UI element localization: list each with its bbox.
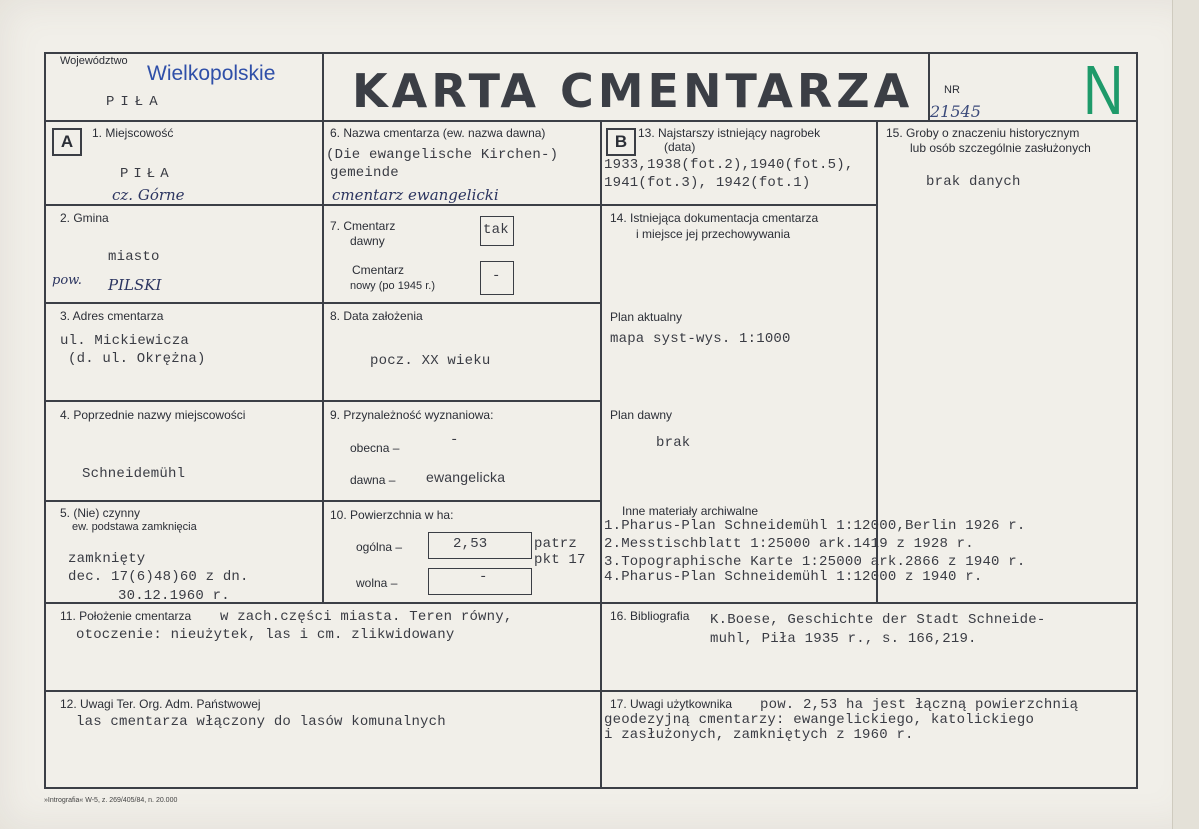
field-9-dawna-value: ewangelicka xyxy=(426,469,506,485)
field-10-ogolna-box xyxy=(428,532,532,559)
frame-bottom xyxy=(44,787,1138,789)
plan-dawny-label: Plan dawny xyxy=(610,408,673,422)
field-7-label-4: nowy (po 1945 r.) xyxy=(350,280,435,292)
field-2-label: 2. Gmina xyxy=(60,211,109,225)
field-5-value-3: 30.12.1960 r. xyxy=(118,588,230,604)
field-16-value-2: muhl, Piła 1935 r., s. 166,219. xyxy=(710,631,977,647)
field-3-value-2: (d. ul. Okrężna) xyxy=(68,351,206,367)
field-12-label: 12. Uwagi Ter. Org. Adm. Państwowej xyxy=(60,697,261,711)
inne-materialy-item-2: 2.Messtischblatt 1:25000 ark.1419 z 1928 r. xyxy=(604,536,974,552)
field-7-dawny-value: tak xyxy=(483,222,509,238)
frame-left xyxy=(44,52,46,789)
inne-materialy-item-4: 4.Pharus-Plan Schneidemühl 1:12000 z 1940 r. xyxy=(604,569,983,585)
field-17-value-1: pow. 2,53 ha jest łączną powierzchnią xyxy=(760,697,1079,713)
field-2-prefix: pow. xyxy=(52,273,82,288)
row-line-4 xyxy=(44,500,602,502)
field-6-value-2: gemeinde xyxy=(330,165,399,181)
field-9-label: 9. Przynależność wyznaniowa: xyxy=(330,408,494,422)
frame-top xyxy=(44,52,1138,54)
field-5-label-1: 5. (Nie) czynny xyxy=(60,506,141,520)
field-11-value-1: w zach.części miasta. Teren równy, xyxy=(220,609,513,625)
plan-dawny-value: brak xyxy=(656,435,691,451)
field-7-nowy-value: - xyxy=(492,268,501,284)
field-7-label-3: Cmentarz xyxy=(352,263,405,277)
wojewodztwo-label: Województwo xyxy=(60,55,128,67)
section-b-marker: B xyxy=(606,128,636,156)
field-7-nowy-box xyxy=(480,261,514,295)
plan-aktualny-value: mapa syst-wys. 1:1000 xyxy=(610,331,791,347)
field-11-value-2: otoczenie: nieużytek, las i cm. zlikwidowany xyxy=(76,627,455,643)
wojewodztwo-value: Wielkopolskie xyxy=(147,62,276,85)
field-3-value-1: ul. Mickiewicza xyxy=(60,333,190,349)
field-13-label-1: 13. Najstarszy istniejący nagrobek xyxy=(638,126,821,140)
row-line-1 xyxy=(44,204,602,206)
field-13-value-1: 1933,1938(fot.2),1940(fot.5), xyxy=(604,157,854,173)
field-8-value: pocz. XX wieku xyxy=(370,353,491,369)
field-3-label: 3. Adres cmentarza xyxy=(60,309,164,323)
field-17-label: 17. Uwagi użytkownika xyxy=(610,697,733,711)
field-7-dawny-box xyxy=(480,216,514,246)
field-7-label-2: dawny xyxy=(350,234,385,248)
field-10-wolna-box xyxy=(428,568,532,595)
field-6-label: 6. Nazwa cmentarza (ew. nazwa dawna) xyxy=(330,126,546,140)
field-16-label: 16. Bibliografia xyxy=(610,609,690,623)
field-4-value: Schneidemühl xyxy=(82,466,186,482)
field-4-label: 4. Poprzednie nazwy miejscowości xyxy=(60,408,246,422)
nr-value: 21545 xyxy=(930,102,981,121)
row-line-3 xyxy=(44,400,602,402)
col-divider-2 xyxy=(600,120,602,789)
printer-imprint: »Intrografia« W-5, z. 269/405/84, n. 20.000 xyxy=(44,797,178,804)
field-10-note-1: patrz xyxy=(534,536,578,552)
field-9-obecna-value: - xyxy=(450,432,459,448)
field-17-value-3: i zasłużonych, zamkniętych z 1960 r. xyxy=(604,727,914,743)
field-13-label-2: (data) xyxy=(664,140,696,154)
field-13-value-2: 1941(fot.3), 1942(fot.1) xyxy=(604,175,811,191)
inne-materialy-item-3: 3.Topographische Karte 1:25000 ark.2866 z 1940 r. xyxy=(604,554,1026,570)
field-12-value: las cmentarza włączony do lasów komunalnych xyxy=(76,714,446,730)
field-8-label: 8. Data założenia xyxy=(330,309,423,323)
inne-materialy-item-1: 1.Pharus-Plan Schneidemühl 1:12000,Berlin 1926 r. xyxy=(604,518,1026,534)
row-line-6 xyxy=(44,690,1138,692)
field-2-value-1: miasto xyxy=(108,249,160,265)
field-11-label: 11. Położenie cmentarza xyxy=(60,609,192,623)
category-letter: N xyxy=(1083,51,1124,129)
frame-right xyxy=(1136,52,1138,789)
field-17-value-2: geodezyjną cmentarzy: ewangelickiego, katolickiego xyxy=(604,712,1035,728)
page-title: KARTA CMENTARZA xyxy=(352,64,914,118)
field-15-label-1: 15. Groby o znaczeniu historycznym xyxy=(886,126,1080,140)
row-line-2 xyxy=(44,302,602,304)
field-16-value-1: K.Boese, Geschichte der Stadt Schneide- xyxy=(710,612,1046,628)
card-edge xyxy=(1172,0,1199,829)
field-1-label: 1. Miejscowość xyxy=(92,126,174,140)
field-5-value-2: dec. 17(6)48)60 z dn. xyxy=(68,569,249,585)
field-10-ogolna-value: 2,53 xyxy=(453,536,488,552)
section-a-marker: A xyxy=(52,128,82,156)
field-7-label-1: 7. Cmentarz xyxy=(330,219,396,233)
field-15-value: brak danych xyxy=(926,174,1021,190)
wojewodztwo-sub: PIŁA xyxy=(106,94,164,110)
field-9-dawna-label: dawna – xyxy=(350,473,396,487)
field-9-obecna-label: obecna – xyxy=(350,441,400,455)
field-10-note-2: pkt 17 xyxy=(534,552,586,568)
col-divider-1 xyxy=(322,52,324,604)
field-1-value-2: cz. Górne xyxy=(112,186,185,204)
field-2-value-2: PILSKI xyxy=(108,276,162,294)
field-14-label-2: i miejsce jej przechowywania xyxy=(636,227,791,241)
field-6-value-1: (Die ewangelische Kirchen-) xyxy=(326,147,559,163)
field-10-wolna-label: wolna – xyxy=(356,576,398,590)
field-14-label-1: 14. Istniejąca dokumentacja cmentarza xyxy=(610,211,819,225)
field-1-value-1: PIŁA xyxy=(120,166,174,182)
field-10-ogolna-label: ogólna – xyxy=(356,540,403,554)
row-line-b xyxy=(600,204,878,206)
field-10-wolna-value: - xyxy=(479,569,488,585)
plan-aktualny-label: Plan aktualny xyxy=(610,310,683,324)
field-5-label-2: ew. podstawa zamknięcia xyxy=(72,521,197,533)
field-6-value-3: cmentarz ewangelicki xyxy=(332,186,499,204)
field-15-label-2: lub osób szczególnie zasłużonych xyxy=(910,141,1091,155)
field-5-value-1: zamknięty xyxy=(68,551,146,567)
nr-label: NR xyxy=(944,84,960,96)
inne-materialy-label: Inne materiały archiwalne xyxy=(622,504,759,518)
field-10-label: 10. Powierzchnia w ha: xyxy=(330,508,454,522)
